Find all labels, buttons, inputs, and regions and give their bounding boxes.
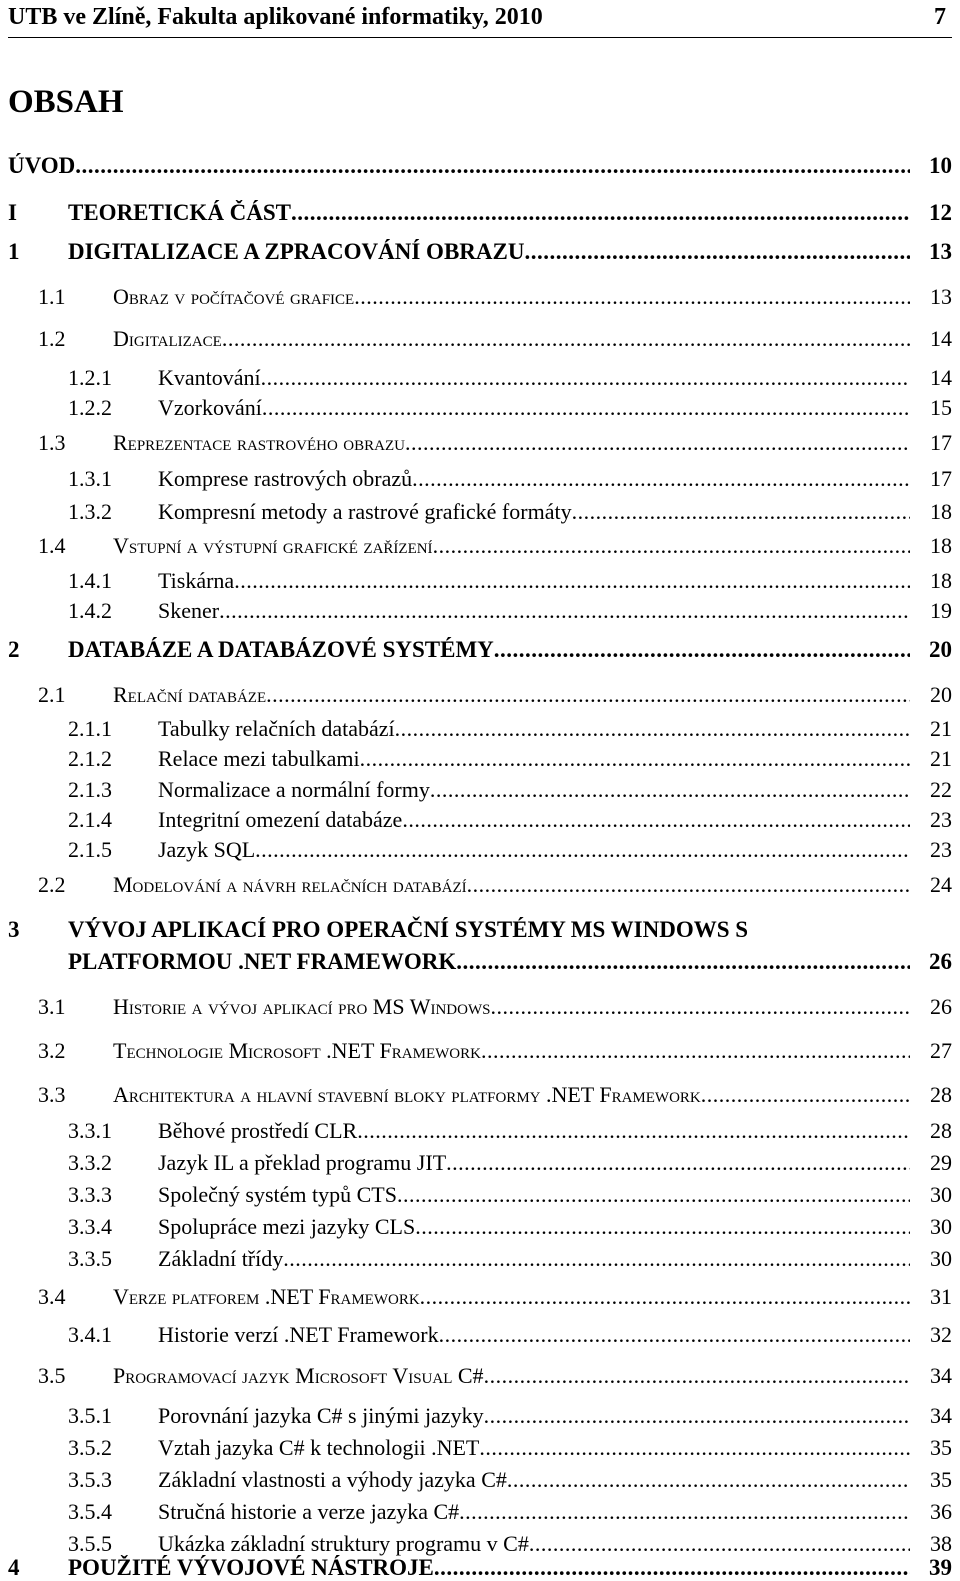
toc-page: 10 xyxy=(929,153,952,178)
dot-leader xyxy=(255,837,910,863)
dot-leader xyxy=(354,284,910,310)
dot-leader xyxy=(402,807,910,833)
toc-page: 24 xyxy=(930,872,952,897)
toc-number: 1.4.1 xyxy=(68,568,112,593)
toc-page: 35 xyxy=(930,1467,952,1492)
toc-label: Tiskárna xyxy=(158,568,235,593)
toc-page: 12 xyxy=(929,200,952,225)
header-title: UTB ve Zlíně, Fakulta aplikované informatiky, 2010 xyxy=(8,4,543,30)
dot-leader xyxy=(484,1363,910,1389)
dot-leader xyxy=(415,1214,910,1240)
dot-leader xyxy=(484,1403,910,1429)
toc-label: Integritní omezení databáze xyxy=(158,807,403,832)
dot-leader xyxy=(494,637,910,663)
dot-leader xyxy=(459,1499,910,1525)
toc-number: 2.1.2 xyxy=(68,746,112,771)
dot-leader xyxy=(420,1284,910,1310)
toc-number: 2.1 xyxy=(38,682,66,707)
toc-number: 3.4 xyxy=(38,1284,66,1309)
toc-page: 21 xyxy=(930,716,952,741)
toc-label: Reprezentace rastrového obrazu xyxy=(113,430,405,455)
dot-leader xyxy=(395,716,910,742)
toc-number: 4 xyxy=(8,1555,20,1580)
toc-label: Základní třídy xyxy=(158,1246,284,1271)
toc-label: Technologie Microsoft .NET Framework xyxy=(113,1038,481,1063)
toc-number: 3.1 xyxy=(38,994,66,1019)
toc-page: 13 xyxy=(929,239,952,264)
dot-leader xyxy=(572,499,910,525)
toc-number: 1.4 xyxy=(38,533,66,558)
toc-page: 18 xyxy=(930,568,952,593)
header-page-number: 7 xyxy=(934,4,946,30)
toc-page: 20 xyxy=(930,682,952,707)
dot-leader xyxy=(439,1322,910,1348)
dot-leader xyxy=(467,872,910,898)
toc-number: 3.3.2 xyxy=(68,1150,112,1175)
dot-leader xyxy=(479,1435,910,1461)
dot-leader xyxy=(430,777,910,803)
toc-label: Obraz v počítačové grafice xyxy=(113,284,355,309)
toc-number: 3.4.1 xyxy=(68,1322,112,1347)
toc-label: Vstupní a výstupní grafické zařízení xyxy=(113,533,433,558)
toc-page: 34 xyxy=(930,1403,952,1428)
toc-label: POUŽITÉ VÝVOJOVÉ NÁSTROJE xyxy=(68,1555,434,1580)
toc-page: 22 xyxy=(930,777,952,802)
toc-page: 34 xyxy=(930,1363,952,1388)
toc-page: 32 xyxy=(930,1322,952,1347)
toc-label: ÚVOD xyxy=(8,153,76,178)
toc-number: 2 xyxy=(8,637,20,662)
toc-label: Spolupráce mezi jazyky CLS xyxy=(158,1214,416,1239)
toc-page: 36 xyxy=(930,1499,952,1524)
toc-page: 29 xyxy=(930,1150,952,1175)
toc-label: Vztah jazyka C# k technologii .NET xyxy=(158,1435,480,1460)
dot-leader xyxy=(434,1555,910,1581)
toc-number: 1 xyxy=(8,239,20,264)
toc-label: Ukázka základní struktury programu v C# xyxy=(158,1531,529,1556)
toc-number: 3.3.4 xyxy=(68,1214,112,1239)
toc-number: 2.1.3 xyxy=(68,777,112,802)
toc-number: 1.3.1 xyxy=(68,466,112,491)
toc-label: Jazyk SQL xyxy=(158,837,256,862)
toc-label: Základní vlastnosti a výhody jazyka C# xyxy=(158,1467,507,1492)
dot-leader xyxy=(433,533,910,559)
toc-page: 17 xyxy=(930,466,952,491)
toc-number: 3.5 xyxy=(38,1363,66,1388)
toc-page: 35 xyxy=(930,1435,952,1460)
toc-label: TEORETICKÁ ČÁST xyxy=(68,200,292,225)
toc-number: 2.1.1 xyxy=(68,716,112,741)
toc-label: Historie a vývoj aplikací pro MS Windows xyxy=(113,994,491,1019)
dot-leader xyxy=(219,598,910,624)
toc-number: 3.5.5 xyxy=(68,1531,112,1556)
dot-leader xyxy=(261,365,910,391)
toc-label-line1: VÝVOJ APLIKACÍ PRO OPERAČNÍ SYSTÉMY MS WINDOWS S xyxy=(68,917,749,942)
toc-label: Tabulky relačních databází xyxy=(158,716,395,741)
toc-number: 3.5.3 xyxy=(68,1467,112,1492)
toc-number: 2.1.4 xyxy=(68,807,112,832)
dot-leader xyxy=(412,466,910,492)
toc-label: Vzorkování xyxy=(158,395,262,420)
toc-number: 3.2 xyxy=(38,1038,66,1063)
toc-label: Modelování a návrh relačních databází xyxy=(113,872,467,897)
toc-number: 1.3 xyxy=(38,430,66,455)
dot-leader xyxy=(481,1038,910,1064)
toc-number: 1.3.2 xyxy=(68,499,112,524)
toc-number: 2.1.5 xyxy=(68,837,112,862)
dot-leader xyxy=(456,949,910,975)
toc-label: Porovnání jazyka C# s jinými jazyky xyxy=(158,1403,484,1428)
toc-number: 3.5.1 xyxy=(68,1403,112,1428)
toc-page: 30 xyxy=(930,1246,952,1271)
toc-number: 1.2.2 xyxy=(68,395,112,420)
toc-page: 15 xyxy=(930,395,952,420)
dot-leader xyxy=(405,430,910,456)
toc-page: 30 xyxy=(930,1214,952,1239)
toc-number: 1.1 xyxy=(38,284,66,309)
toc-label: Relace mezi tabulkami xyxy=(158,746,360,771)
toc-number: 3.3.3 xyxy=(68,1182,112,1207)
toc-number: 1.4.2 xyxy=(68,598,112,623)
toc-page: 31 xyxy=(930,1284,952,1309)
toc-label: Architektura a hlavní stavební bloky platformy .NET Framework xyxy=(113,1082,701,1107)
toc-label: Běhové prostředí CLR xyxy=(158,1118,358,1143)
toc-label: Kompresní metody a rastrové grafické formáty xyxy=(158,499,572,524)
toc-number: 3.3.5 xyxy=(68,1246,112,1271)
toc-number: 1.2.1 xyxy=(68,365,112,390)
toc-label: Programovací jazyk Microsoft Visual C# xyxy=(113,1363,484,1388)
toc-number: 3.3.1 xyxy=(68,1118,112,1143)
toc-label: PLATFORMOU .NET FRAMEWORK xyxy=(68,949,457,974)
dot-leader xyxy=(262,395,910,421)
dot-leader xyxy=(360,746,910,772)
dot-leader xyxy=(222,326,910,352)
toc-label: Digitalizace xyxy=(113,326,222,351)
dot-leader xyxy=(283,1246,910,1272)
toc-label: DATABÁZE A DATABÁZOVÉ SYSTÉMY xyxy=(68,637,494,662)
toc-number: 1.2 xyxy=(38,326,66,351)
dot-leader xyxy=(357,1118,910,1144)
toc-page: 13 xyxy=(930,284,952,309)
toc-label: Komprese rastrových obrazů xyxy=(158,466,413,491)
toc-number: 3.3 xyxy=(38,1082,66,1107)
toc-label: Skener xyxy=(158,598,220,623)
toc-label: Stručná historie a verze jazyka C# xyxy=(158,1499,460,1524)
toc-page: 39 xyxy=(929,1555,952,1580)
toc-label: Kvantování xyxy=(158,365,261,390)
toc-label: Relační databáze xyxy=(113,682,267,707)
toc-page: 18 xyxy=(930,499,952,524)
toc-label: Jazyk IL a překlad programu JIT xyxy=(158,1150,447,1175)
toc-label: Společný systém typů CTS xyxy=(158,1182,397,1207)
toc-page: 26 xyxy=(930,994,952,1019)
toc-number: 2.2 xyxy=(38,872,66,897)
toc-page: 18 xyxy=(930,533,952,558)
dot-leader xyxy=(507,1467,910,1493)
toc-page: 28 xyxy=(930,1082,952,1107)
dot-leader xyxy=(397,1182,910,1208)
toc-number: 3.5.4 xyxy=(68,1499,112,1524)
toc-page: 14 xyxy=(930,365,952,390)
dot-leader xyxy=(490,994,910,1020)
dot-leader xyxy=(234,568,910,594)
toc-label: DIGITALIZACE A ZPRACOVÁNÍ OBRAZU xyxy=(68,239,525,264)
dot-leader xyxy=(75,153,910,179)
toc-page: 14 xyxy=(930,326,952,351)
toc-page: 38 xyxy=(930,1531,952,1556)
toc-number: I xyxy=(8,200,17,225)
dot-leader xyxy=(446,1150,910,1176)
toc-page: 19 xyxy=(930,598,952,623)
dot-leader xyxy=(291,200,910,226)
dot-leader xyxy=(266,682,910,708)
toc-page: 23 xyxy=(930,807,952,832)
toc-page: 21 xyxy=(930,746,952,771)
toc-page: 28 xyxy=(930,1118,952,1143)
dot-leader xyxy=(524,239,910,265)
toc-page: 30 xyxy=(930,1182,952,1207)
page-title: OBSAH xyxy=(8,84,124,120)
toc-label: Historie verzí .NET Framework xyxy=(158,1322,439,1347)
dot-leader xyxy=(529,1531,910,1557)
toc-label: Normalizace a normální formy xyxy=(158,777,430,802)
dot-leader xyxy=(701,1082,910,1108)
toc-page: 17 xyxy=(930,430,952,455)
toc-page: 27 xyxy=(930,1038,952,1063)
toc-page: 20 xyxy=(929,637,952,662)
toc-number: 3 xyxy=(8,917,20,942)
toc-label: Verze platforem .NET Framework xyxy=(113,1284,420,1309)
toc-page: 26 xyxy=(929,949,952,974)
toc-number: 3.5.2 xyxy=(68,1435,112,1460)
toc-page: 23 xyxy=(930,837,952,862)
